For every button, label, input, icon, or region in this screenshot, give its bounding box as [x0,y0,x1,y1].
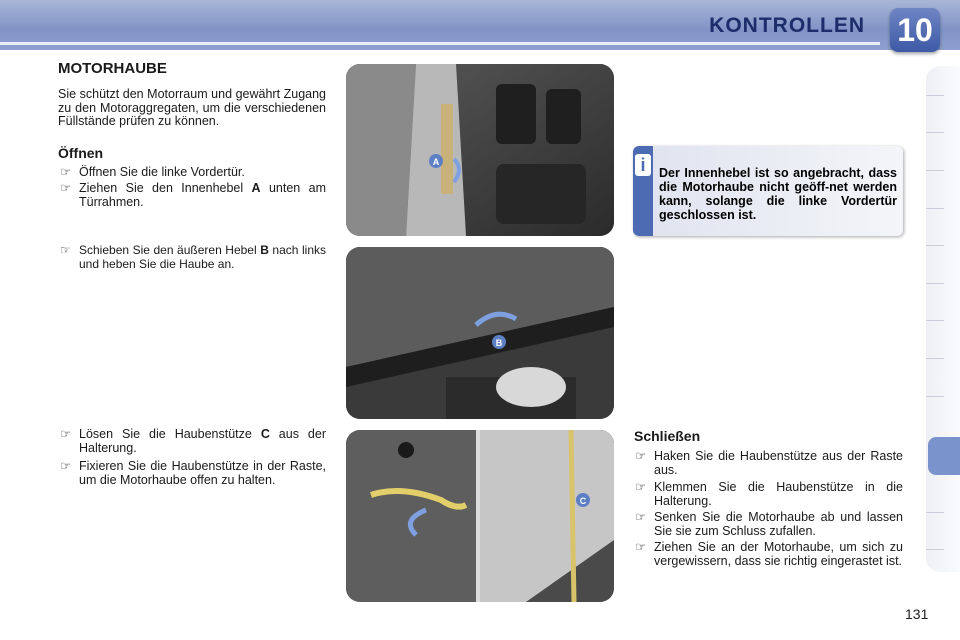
step-text: Senken Sie die Motorhaube ab und lassen Sie sie zum Schluss zufallen. [654,510,903,538]
step-text: Ziehen Sie an der Motorhaube, um sich zu vergewissern, dass sie richtig eingerastet ist. [654,540,903,568]
photo-interior-lever [346,64,614,236]
tab-divider [926,396,944,397]
tab-divider [926,170,944,171]
closing-step-3 [635,511,903,541]
bullet-hand-icon: ☞ [60,243,71,257]
opening-step-1 [60,166,326,180]
tab-divider [926,245,944,246]
page-header [0,0,960,50]
bullet-hand-icon: ☞ [60,181,72,195]
label-a: A [432,157,440,167]
label-c: C [579,496,587,506]
chapter-tab-active[interactable] [928,437,960,475]
info-icon: i [635,154,651,176]
tab-divider [926,132,944,133]
support-ref-c: C [260,427,270,441]
intro-text: Sie schützt den Motorraum und gewährt Zugang zu den Motoraggregaten, um die verschiedenen Füllstände prüfen zu können. [58,87,326,128]
photo-exterior-lever-image [346,247,614,419]
step-text: Öffnen Sie die linke Vordertür. [79,165,245,179]
tab-divider [926,549,944,550]
opening-step-2 [60,182,326,212]
chapter-title: KONTROLLEN [709,14,865,37]
closing-step-2 [635,481,903,511]
page-number: 131 [905,606,929,622]
closing-step-1 [635,450,903,480]
step-text: Lösen Sie die Haubenstütze [79,427,261,441]
tab-divider [926,208,944,209]
info-note-box [633,146,903,236]
bullet-hand-icon: ☞ [60,165,72,179]
step-text-cont: unten am Türrahmen. [79,181,326,209]
step-text: Fixieren Sie die Haubenstütze in der Raste, um die Motorhaube offen zu halten. [79,459,326,487]
closing-step-4 [635,541,903,585]
info-note-text: Der Innenhebel ist so angebracht, dass die Motorhaube nicht geöff-net werden kann, solange die linke Vordertür geschlossen ist. [659,166,897,222]
lever-ref-a: A [251,181,261,195]
opening-step-5 [60,460,326,504]
photo-interior-lever-image [346,64,614,236]
step-text-cont: nach links und heben Sie die Haube an. [79,243,326,271]
opening-step-4 [60,428,326,458]
bullet-hand-icon: ☞ [635,480,647,494]
step-text: Schieben Sie den äußeren Hebel [79,243,261,257]
lever-ref-b: B [260,243,269,257]
tab-divider [926,320,944,321]
bullet-hand-icon: ☞ [60,459,72,473]
photo-bonnet-stay [346,430,614,602]
opening-step-3 [60,244,326,274]
step-text: Haken Sie die Haubenstütze aus der Raste aus. [654,449,903,477]
photo-bonnet-stay-image [346,430,614,602]
label-b: B [495,338,503,348]
chapter-number-badge: 10 [890,8,940,52]
opening-heading: Öffnen [58,145,104,161]
step-text-cont: aus der Halterung. [79,427,326,455]
bullet-hand-icon: ☞ [635,449,647,463]
tab-divider [926,358,944,359]
photo-exterior-lever [346,247,614,419]
bullet-hand-icon: ☞ [60,427,72,441]
chapter-tab-strip [926,66,960,572]
step-text: Ziehen Sie den Innenhebel [79,181,252,195]
header-divider [0,42,880,45]
info-bar [633,146,653,236]
tab-divider [926,95,944,96]
bullet-hand-icon: ☞ [635,540,647,554]
tab-divider [926,283,944,284]
bullet-hand-icon: ☞ [635,510,647,524]
tab-divider [926,512,944,513]
section-title: MOTORHAUBE [58,60,167,77]
step-text: Klemmen Sie die Haubenstütze in die Halterung. [654,480,903,508]
closing-heading: Schließen [634,428,701,444]
